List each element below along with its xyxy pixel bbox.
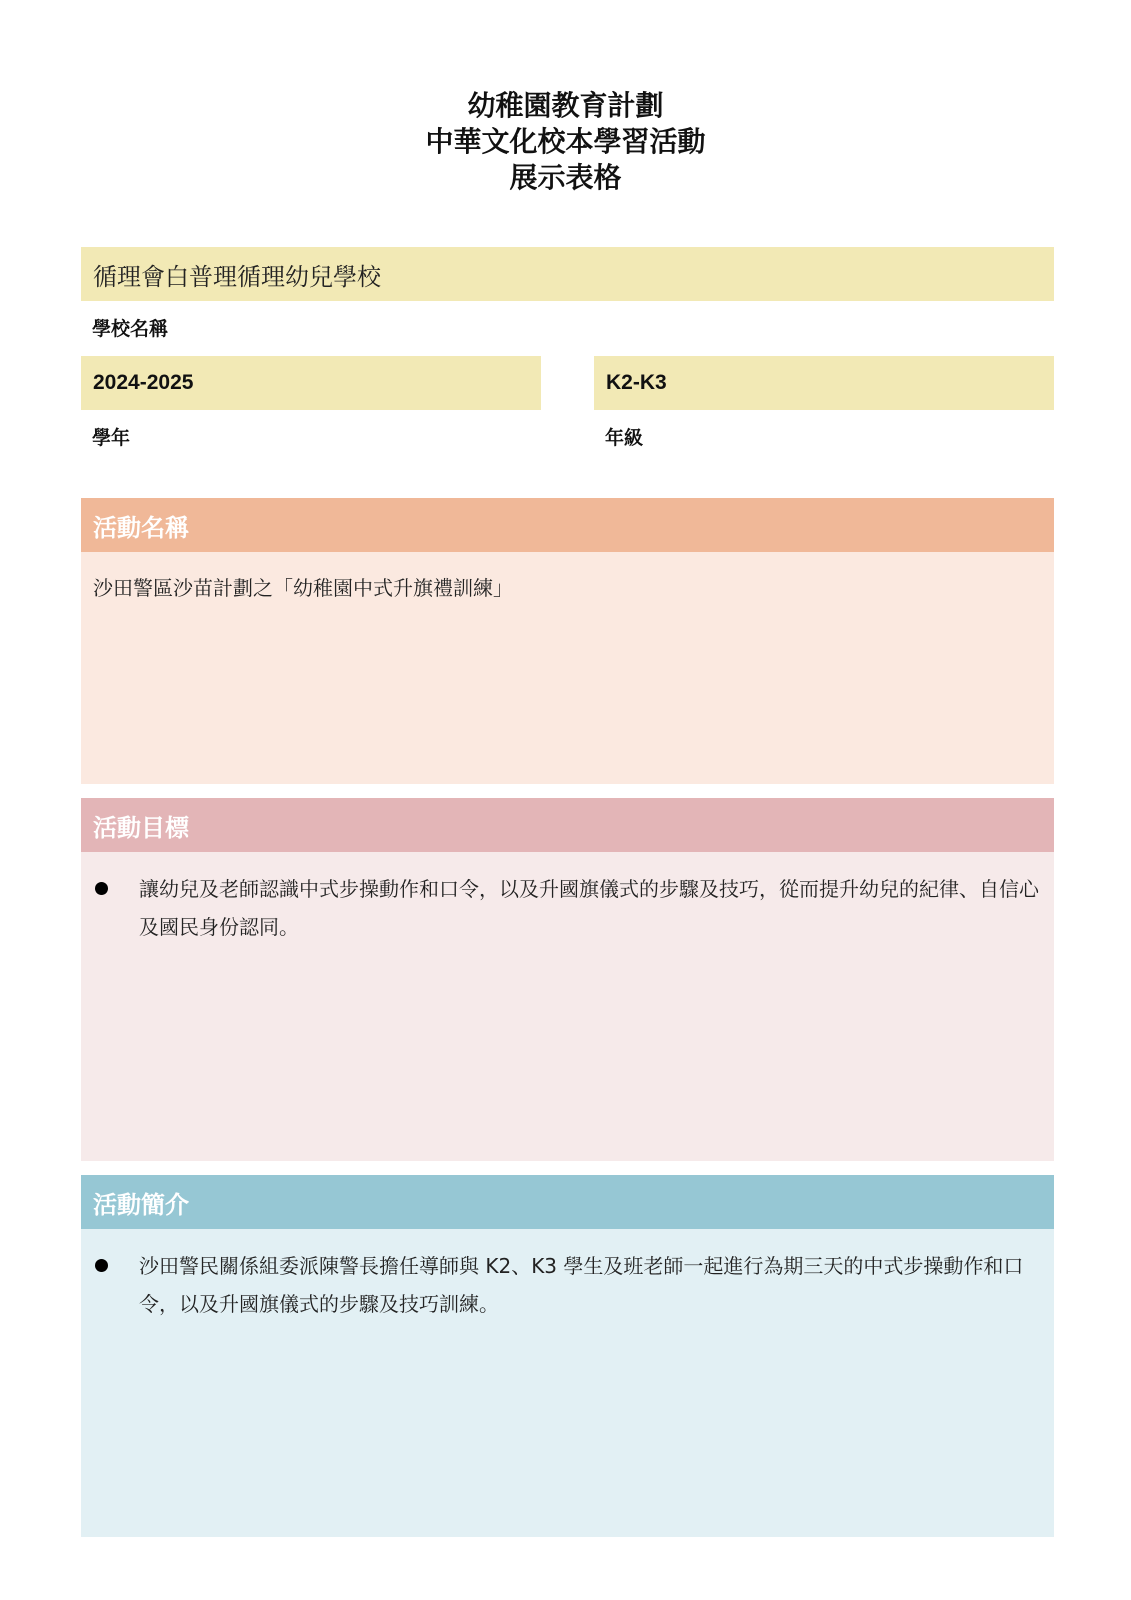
activity-objective-body <box>81 852 1054 1161</box>
title-line-1: 幼稚園教育計劃 <box>467 89 664 122</box>
list-item <box>93 870 1043 946</box>
title-line-3: 展示表格 <box>509 161 622 194</box>
activity-name-text: 沙田警區沙苗計劃之「幼稚園中式升旗禮訓練」 <box>93 576 513 600</box>
grade-value: K2-K3 <box>606 371 667 394</box>
activity-intro-header-text: 活動簡介 <box>93 1190 189 1219</box>
activity-name-body <box>81 552 1054 784</box>
grade-label: 年級 <box>605 427 644 449</box>
activity-name-header-text: 活動名稱 <box>93 513 189 542</box>
list-item <box>93 1247 1043 1323</box>
academic-year-value: 2024-2025 <box>93 371 194 394</box>
school-name-label: 學校名稱 <box>92 318 169 340</box>
academic-year-field <box>81 356 541 410</box>
bullet-icon <box>95 1259 108 1272</box>
activity-objective-header-text: 活動目標 <box>93 813 189 842</box>
activity-objective-header <box>81 798 1054 852</box>
bullet-icon <box>95 882 108 895</box>
form-title <box>0 88 1131 196</box>
intro-text: 沙田警民關係組委派陳警長擔任導師與 K2、K3 學生及班老師一起進行為期三天的中式步操動作和口令，以及升國旗儀式的步驟及技巧訓練。 <box>139 1254 1024 1316</box>
activity-name-header <box>81 498 1054 552</box>
title-line-2: 中華文化校本學習活動 <box>425 125 706 158</box>
activity-intro-body <box>81 1229 1054 1537</box>
grade-field <box>594 356 1054 410</box>
school-name-value: 循理會白普理循理幼兒學校 <box>93 262 381 291</box>
activity-intro-header <box>81 1175 1054 1229</box>
academic-year-label: 學年 <box>92 427 131 449</box>
objective-text: 讓幼兒及老師認識中式步操動作和口令，以及升國旗儀式的步驟及技巧，從而提升幼兒的紀律、自信心及國民身份認同。 <box>139 877 1039 939</box>
school-name-field <box>81 247 1054 301</box>
